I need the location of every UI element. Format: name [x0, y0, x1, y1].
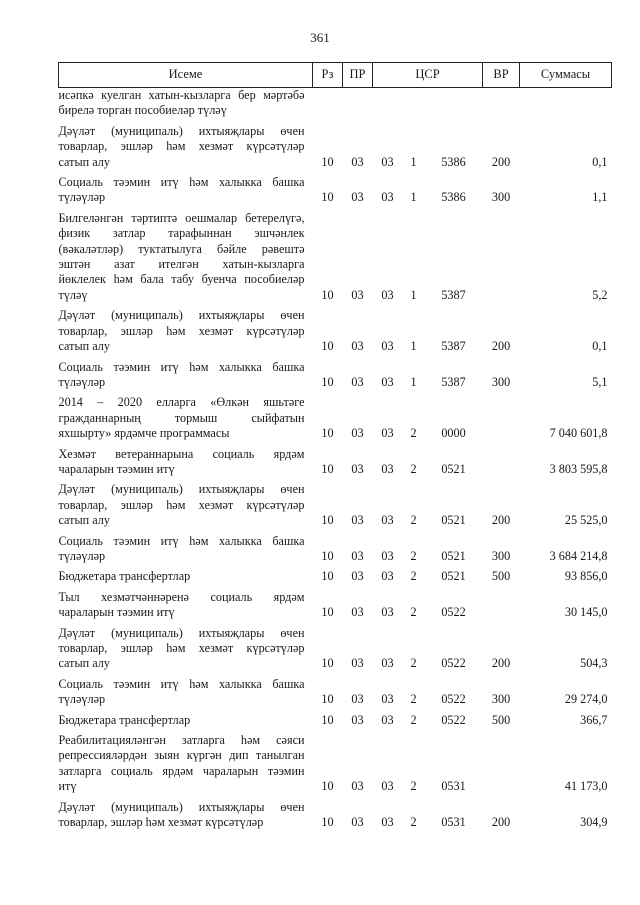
- row-rz: 10: [321, 374, 334, 389]
- row-name: [59, 585, 313, 621]
- row-csr-2: 2: [410, 779, 417, 794]
- row-csr-1: 03: [381, 815, 394, 830]
- table-row: [59, 390, 612, 441]
- row-name-line: Бюджетара трансфертлар: [58, 712, 191, 727]
- row-csr-1: 03: [381, 779, 394, 794]
- row-rz: 10: [321, 692, 334, 707]
- row-name-line: Социаль тәэмин итү һәм халыкка башка: [58, 533, 305, 548]
- row-sum: [520, 88, 612, 119]
- row-name-line: гражданнарның тормыш сыйфатын: [58, 410, 305, 425]
- row-name-line: (вәкаләтләр) туктатылуга бәйле рәвештә: [58, 241, 305, 256]
- row-name-line: сатып алу: [58, 656, 110, 671]
- row-name-line: итү: [58, 779, 77, 794]
- row-pr: 03: [351, 712, 364, 727]
- row-name-line: Тыл хезмәтчәннәренә социаль ярдәм: [58, 589, 305, 604]
- row-csr-2: 1: [410, 339, 417, 354]
- row-csr-1: 03: [381, 190, 394, 205]
- row-rz: 10: [321, 712, 334, 727]
- row-csr-3: 5386: [441, 154, 466, 169]
- row-pr: 03: [351, 374, 364, 389]
- row-pr: 03: [351, 513, 364, 528]
- row-csr-3: 0531: [441, 815, 466, 830]
- header-sum: Суммасы: [520, 63, 612, 88]
- row-csr-2: 2: [410, 712, 417, 727]
- row-rz: 10: [321, 426, 334, 441]
- row-sum: 5,1: [592, 374, 608, 389]
- row-name-line: сатып алу: [58, 339, 110, 354]
- table-row: [59, 477, 612, 528]
- row-vr: [483, 442, 520, 478]
- row-name-line: түләүләр: [58, 374, 106, 389]
- budget-table: [58, 62, 612, 830]
- row-csr-3: 0521: [441, 461, 466, 476]
- row-pr: 03: [351, 656, 364, 671]
- row-vr: 300: [491, 692, 511, 707]
- row-vr: 200: [491, 513, 511, 528]
- row-name-line: Дәүләт (муниципаль) ихтыяҗлары өчен: [58, 308, 305, 323]
- row-sum: 41 173,0: [564, 779, 608, 794]
- row-vr: [483, 728, 520, 795]
- row-name-line: сатып алу: [58, 513, 110, 528]
- row-csr-2: 2: [410, 513, 417, 528]
- row-pr: 03: [351, 154, 364, 169]
- row-csr-3: 5387: [441, 374, 466, 389]
- row-sum: 304,9: [580, 815, 608, 830]
- row-csr-3: 5387: [441, 287, 466, 302]
- row-vr: 200: [491, 656, 511, 671]
- row-name-line: физик затлар тарафыннан эшчәнлек: [58, 226, 305, 241]
- row-rz: 10: [321, 339, 334, 354]
- table-header: [59, 63, 612, 88]
- row-csr-1: [373, 88, 403, 119]
- row-csr-2: 2: [410, 569, 417, 584]
- header-vr: ВР: [483, 63, 520, 88]
- row-vr: 300: [491, 190, 511, 205]
- row-name-line: түләүләр: [58, 548, 106, 563]
- row-csr-3: 0521: [441, 548, 466, 563]
- row-csr-2: 2: [410, 548, 417, 563]
- row-csr-1: 03: [381, 374, 394, 389]
- row-csr-3: 0531: [441, 779, 466, 794]
- row-csr-1: 03: [381, 692, 394, 707]
- header-rz: Рз: [313, 63, 343, 88]
- row-csr-3: 0521: [441, 513, 466, 528]
- row-pr: 03: [351, 779, 364, 794]
- row-name-line: Хезмәт ветераннарына социаль ярдәм: [58, 446, 305, 461]
- row-vr: [483, 88, 520, 119]
- row-csr-2: 2: [410, 605, 417, 620]
- row-name-line: сатып алу: [58, 154, 110, 169]
- row-pr: 03: [351, 426, 364, 441]
- row-csr-2: 2: [410, 461, 417, 476]
- row-name-line: Дәүләт (муниципаль) ихтыяҗлары өчен: [58, 799, 305, 814]
- row-pr: [343, 88, 373, 119]
- row-rz: 10: [321, 779, 334, 794]
- table-row: [59, 728, 612, 795]
- row-name-line: чараларын тәэмин итү: [58, 461, 175, 476]
- row-pr: 03: [351, 692, 364, 707]
- row-csr-2: [403, 88, 425, 119]
- row-name: [59, 672, 313, 708]
- row-csr-1: 03: [381, 287, 394, 302]
- row-pr: 03: [351, 605, 364, 620]
- table-row: [59, 355, 612, 391]
- row-name: [59, 728, 313, 795]
- row-csr-1: 03: [381, 712, 394, 727]
- row-rz: 10: [321, 287, 334, 302]
- row-name-line: чараларын тәэмин итү: [58, 605, 175, 620]
- row-csr-1: 03: [381, 569, 394, 584]
- row-name-line: Дәүләт (муниципаль) ихтыяҗлары өчен: [58, 123, 305, 138]
- row-vr: 200: [491, 815, 511, 830]
- row-csr-2: 1: [410, 374, 417, 389]
- row-csr-3: 0521: [441, 569, 466, 584]
- row-csr-3: 0522: [441, 656, 466, 671]
- row-sum: 0,1: [592, 339, 608, 354]
- row-sum: 3 803 595,8: [549, 461, 608, 476]
- row-csr-3: [425, 88, 483, 119]
- row-csr-1: 03: [381, 426, 394, 441]
- row-csr-3: 5386: [441, 190, 466, 205]
- row-csr-1: 03: [381, 461, 394, 476]
- row-csr-3: 0522: [441, 605, 466, 620]
- row-name: [59, 477, 313, 528]
- table-row: [59, 170, 612, 206]
- row-name-line: Бюджетара трансфертлар: [58, 569, 191, 584]
- row-name-line: репрессияләрдән зыян күргән дип танылган: [58, 748, 305, 763]
- row-name-line: Дәүләт (муниципаль) ихтыяҗлары өчен: [58, 482, 305, 497]
- row-csr-1: 03: [381, 513, 394, 528]
- row-name-line: товарлар, эшләр һәм хезмәт күрсәтүләр: [58, 641, 305, 655]
- row-name-line: затларга социаль ярдәм чараларын тәэмин: [58, 763, 305, 778]
- row-vr: 500: [491, 712, 511, 727]
- row-vr: [483, 585, 520, 621]
- row-sum: 30 145,0: [564, 605, 608, 620]
- row-pr: 03: [351, 190, 364, 205]
- row-name-line: 2014 – 2020 елларга «Өлкән яшьтәге: [58, 395, 305, 410]
- row-csr-1: 03: [381, 154, 394, 169]
- row-sum: 504,3: [580, 656, 608, 671]
- row-name: [59, 708, 313, 728]
- row-name-line: түләүләр: [58, 692, 106, 707]
- row-name-line: товарлар, эшләр һәм хезмәт күрсәтүләр: [58, 497, 305, 512]
- row-name-line: Социаль тәэмин итү һәм халыкка башка: [58, 359, 305, 374]
- table-row: [59, 303, 612, 354]
- row-vr: 200: [491, 154, 511, 169]
- row-pr: 03: [351, 461, 364, 476]
- row-rz: 10: [321, 513, 334, 528]
- row-name-line: түләүләр: [58, 190, 106, 205]
- row-rz: 10: [321, 605, 334, 620]
- row-vr: 500: [491, 569, 511, 584]
- row-rz: [313, 88, 343, 119]
- table-row: [59, 529, 612, 565]
- row-csr-3: 0000: [441, 426, 466, 441]
- row-vr: [483, 390, 520, 441]
- row-name: [59, 88, 313, 119]
- row-name-line: эштән азат ителгән хатын-кызларга: [58, 257, 305, 272]
- header-name: Исеме: [59, 63, 313, 88]
- row-pr: 03: [351, 569, 364, 584]
- row-csr-2: 1: [410, 287, 417, 302]
- row-rz: 10: [321, 154, 334, 169]
- row-name: [59, 795, 313, 831]
- row-csr-3: 0522: [441, 692, 466, 707]
- row-vr: 300: [491, 374, 511, 389]
- row-sum: 25 525,0: [564, 513, 608, 528]
- table-row: [59, 585, 612, 621]
- table-row: [59, 672, 612, 708]
- row-name-line: түләү: [58, 287, 88, 302]
- row-csr-3: 0522: [441, 712, 466, 727]
- row-rz: 10: [321, 461, 334, 476]
- row-sum: 29 274,0: [564, 692, 608, 707]
- table-row: [59, 564, 612, 584]
- row-pr: 03: [351, 287, 364, 302]
- row-csr-1: 03: [381, 656, 394, 671]
- row-csr-2: 2: [410, 815, 417, 830]
- row-csr-2: 2: [410, 692, 417, 707]
- row-name-line: Социаль тәэмин итү һәм халыкка башка: [58, 175, 305, 190]
- row-sum: 366,7: [580, 712, 608, 727]
- row-name: [59, 564, 313, 584]
- page-number: 361: [310, 30, 330, 45]
- row-name-line: Реабилитацияләнгән затларга һәм сәяси: [58, 733, 305, 748]
- row-name: [59, 170, 313, 206]
- row-rz: 10: [321, 569, 334, 584]
- row-pr: 03: [351, 548, 364, 563]
- table-row: [59, 708, 612, 728]
- row-name: [59, 119, 313, 170]
- row-csr-2: 1: [410, 190, 417, 205]
- header-pr: ПР: [343, 63, 373, 88]
- row-csr-1: 03: [381, 548, 394, 563]
- table-row: [59, 88, 612, 119]
- row-name: [59, 206, 313, 303]
- header-csr: ЦСР: [373, 63, 483, 88]
- row-rz: 10: [321, 548, 334, 563]
- row-name-line: товарлар, эшләр һәм хезмәт күрсәтүләр: [58, 815, 264, 830]
- row-name: [59, 303, 313, 354]
- row-csr-1: 03: [381, 605, 394, 620]
- row-sum: 1,1: [592, 190, 608, 205]
- row-name-line: товарлар, эшләр һәм хезмәт күрсәтүләр: [58, 323, 305, 338]
- row-name-line: бирелә торган пособиеләр түләү: [58, 103, 227, 118]
- row-pr: 03: [351, 815, 364, 830]
- row-rz: 10: [321, 815, 334, 830]
- table-row: [59, 119, 612, 170]
- table-body: [59, 88, 612, 831]
- row-csr-2: 2: [410, 656, 417, 671]
- row-name-line: Дәүләт (муниципаль) ихтыяҗлары өчен: [58, 625, 305, 640]
- row-csr-3: 5387: [441, 339, 466, 354]
- row-name-line: исәпкә куелган хатын-кызларга бер мәртәбә: [58, 88, 305, 102]
- row-sum: 93 856,0: [564, 569, 608, 584]
- table-row: [59, 795, 612, 831]
- row-name-line: Социаль тәэмин итү һәм халыкка башка: [58, 676, 305, 691]
- row-vr: 200: [491, 339, 511, 354]
- table-row: [59, 621, 612, 672]
- row-sum: 0,1: [592, 154, 608, 169]
- row-sum: 7 040 601,8: [549, 426, 608, 441]
- row-pr: 03: [351, 339, 364, 354]
- row-vr: [483, 206, 520, 303]
- row-sum: 3 684 214,8: [549, 548, 608, 563]
- row-name: [59, 529, 313, 565]
- row-name-line: товарлар, эшләр һәм хезмәт күрсәтүләр: [58, 139, 305, 154]
- row-csr-2: 2: [410, 426, 417, 441]
- row-name: [59, 355, 313, 391]
- row-csr-1: 03: [381, 339, 394, 354]
- row-csr-2: 1: [410, 154, 417, 169]
- row-name-line: Билгеләнгән тәртиптә оешмалар бетерелүгә,: [58, 210, 305, 225]
- row-sum: 5,2: [592, 287, 608, 302]
- row-name: [59, 621, 313, 672]
- row-name-line: яхшырту» ярдәмче программасы: [58, 426, 230, 441]
- row-name: [59, 390, 313, 441]
- row-rz: 10: [321, 656, 334, 671]
- row-vr: 300: [491, 548, 511, 563]
- row-name: [59, 442, 313, 478]
- table-row: [59, 206, 612, 303]
- row-name-line: йөклелек һәм бала табу буенча пособиеләр: [58, 272, 305, 287]
- row-rz: 10: [321, 190, 334, 205]
- table-row: [59, 442, 612, 478]
